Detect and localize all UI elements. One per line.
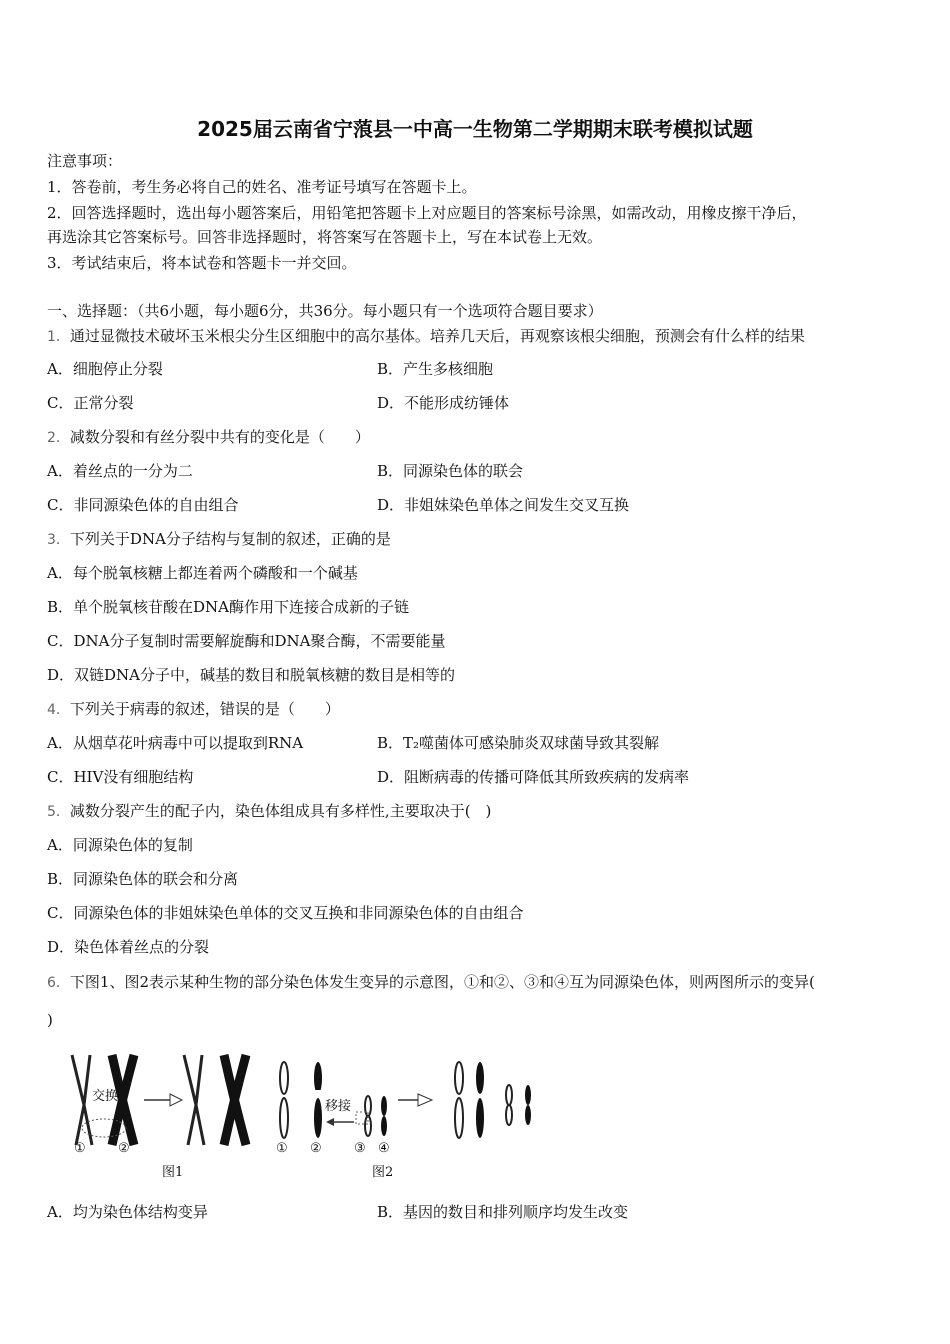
- notice-item: 再选涂其它答案标号。回答非选择题时，将答案写在答题卡上，写在本试卷上无效。: [47, 228, 603, 246]
- mark: ③: [354, 1141, 366, 1156]
- question-3: [47, 529, 391, 550]
- option: C．正常分裂: [47, 394, 134, 412]
- option: A．从烟草花叶病毒中可以提取到RNA: [47, 734, 304, 752]
- question-number: 4．: [47, 702, 70, 718]
- arrow-left-head-icon: [326, 1118, 334, 1126]
- exchange-label: 交换: [92, 1089, 119, 1104]
- mark: ①: [276, 1141, 288, 1156]
- question-number: 6．: [47, 975, 70, 991]
- option: D．染色体着丝点的分裂: [47, 938, 210, 956]
- mark: ④: [378, 1141, 390, 1156]
- option: A．每个脱氧核糖上都连着两个磷酸和一个碱基: [47, 564, 358, 582]
- option: B．T₂噬菌体可感染肺炎双球菌导致其裂解: [377, 734, 660, 752]
- option: B．产生多核细胞: [377, 360, 494, 378]
- notice-item: 3．考试结束后，将本试卷和答题卡一并交回。: [47, 254, 357, 272]
- question-stem: 下列关于DNA分子结构与复制的叙述，正确的是: [69, 530, 391, 548]
- option: C．非同源染色体的自由组合: [47, 496, 239, 514]
- option: D．非姐妹染色单体之间发生交叉互换: [377, 496, 630, 514]
- notice-item: 1．答卷前，考生务必将自己的姓名、准考证号填写在答题卡上。: [47, 178, 477, 196]
- question-stem: 下图1、图2表示某种生物的部分染色体发生变异的示意图，①和②、③和④互为同源染色体，则两图所示的变异(: [69, 973, 815, 991]
- option: B．同源染色体的联会: [377, 462, 524, 480]
- option: B．单个脱氧核苷酸在DNA酶作用下连接合成新的子链: [47, 598, 410, 616]
- question-number: 2．: [47, 430, 70, 446]
- question-5: [47, 801, 491, 822]
- translocation-label: 移接: [325, 1099, 352, 1114]
- question-stem: 减数分裂产生的配子内，染色体组成具有多样性,主要取决于( ): [69, 802, 492, 820]
- mark: ①: [74, 1141, 86, 1156]
- notice-heading: 注意事项：: [47, 152, 123, 170]
- mark: ②: [118, 1141, 130, 1156]
- figure-2-label: 图2: [372, 1165, 394, 1180]
- section-heading: 一、选择题：（共6小题，每小题6分，共36分。每小题只有一个选项符合题目要求）: [47, 302, 603, 320]
- question-number: 1．: [47, 329, 70, 345]
- notice-item: 2．回答选择题时，选出每小题答案后，用铅笔把答题卡上对应题目的答案标号涂黑，如需改动，用橡皮擦干净后，: [47, 204, 807, 222]
- option: A．着丝点的一分为二: [47, 462, 193, 480]
- question-2: [47, 427, 370, 448]
- arrow-head-icon: [170, 1094, 182, 1106]
- chromosome-pair-1-result: [184, 1055, 246, 1145]
- option: C．同源染色体的非姐妹染色单体的交叉互换和非同源染色体的自由组合: [47, 904, 524, 922]
- option: B．同源染色体的联会和分离: [47, 870, 239, 888]
- option: D．不能形成纺锤体: [377, 394, 510, 412]
- option: C．HIV没有细胞结构: [47, 768, 194, 786]
- page-title: 2025届云南省宁蒗县一中高一生物第二学期期末联考模拟试题: [197, 117, 753, 141]
- question-6: [47, 972, 815, 993]
- question-stem: 下列关于病毒的叙述，错误的是（ ）: [69, 700, 340, 718]
- question-number: 3．: [47, 532, 70, 548]
- option: C．DNA分子复制时需要解旋酶和DNA聚合酶，不需要能量: [47, 632, 446, 650]
- figure-1-label: 图1: [162, 1165, 184, 1180]
- question-1: [47, 326, 805, 347]
- option: A．均为染色体结构变异: [47, 1203, 208, 1221]
- mark: ②: [310, 1141, 322, 1156]
- option: B．基因的数目和排列顺序均发生改变: [377, 1203, 629, 1221]
- option: D．阻断病毒的传播可降低其所致疾病的发病率: [377, 768, 690, 786]
- chromosome-figure: [62, 1050, 542, 1185]
- question-number: 5．: [47, 804, 70, 820]
- question-4: [47, 699, 340, 720]
- chromosome-set-2-result: [455, 1062, 531, 1138]
- question-stem-continued: ): [47, 1011, 53, 1029]
- option: A．细胞停止分裂: [47, 360, 163, 378]
- question-stem: 通过显微技术破坏玉米根尖分生区细胞中的高尔基体。培养几天后，再观察该根尖细胞，预测会有什么样的结果: [69, 327, 805, 345]
- question-stem: 减数分裂和有丝分裂中共有的变化是（ ）: [69, 428, 370, 446]
- option: A．同源染色体的复制: [47, 836, 193, 854]
- arrow-head-icon: [418, 1094, 432, 1106]
- option: D．双链DNA分子中，碱基的数目和脱氧核糖的数目是相等的: [47, 666, 456, 684]
